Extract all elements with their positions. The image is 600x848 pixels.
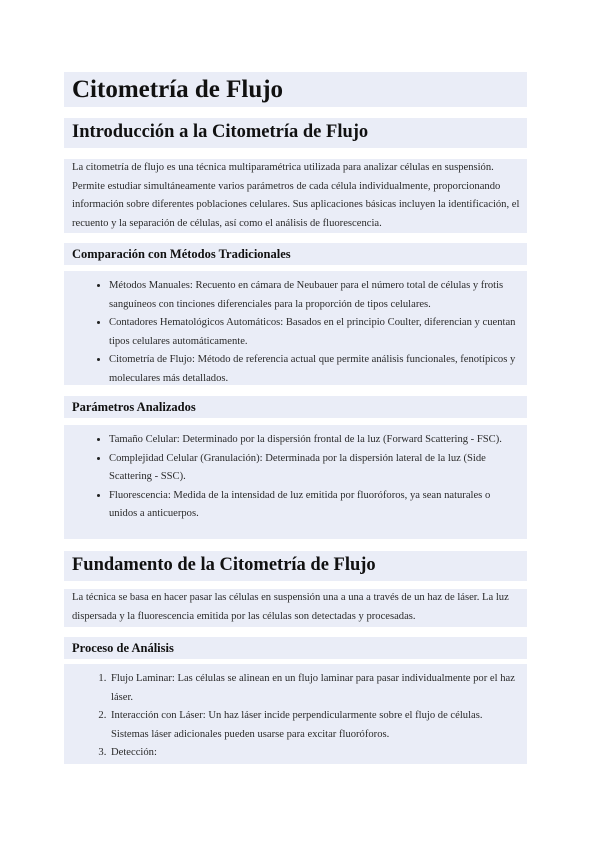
list-item: 2. Interacción con Láser: Un haz láser incide perpendicularmente sobre el flujo de células. Sistemas láser adicionales pueden usarse para excitar fluoróforos. <box>109 707 519 744</box>
page-title: Citometría de Flujo <box>64 72 527 107</box>
proceso-list <box>64 664 527 763</box>
section-heading-introduccion: Introducción a la Citometría de Flujo <box>64 118 527 148</box>
subsection-heading-proceso: Proceso de Análisis <box>64 637 527 659</box>
subsection-heading-parametros: Parámetros Analizados <box>64 396 527 418</box>
comparacion-list <box>64 271 527 388</box>
comparacion-list-block <box>64 271 527 385</box>
list-item: 3. Detección: <box>109 744 519 763</box>
list-item: • Fluorescencia: Medida de la intensidad de luz emitida por fluoróforos, ya sean naturales o unidos a anticuerpos. <box>109 487 519 524</box>
list-item: • Complejidad Celular (Granulación): Determinada por la dispersión lateral de la luz (Side Scattering - SSC). <box>109 450 519 487</box>
parametros-list <box>64 425 527 524</box>
list-item: • Citometría de Flujo: Método de referencia actual que permite análisis funcionales, fenotípicos y moleculares más detallados. <box>109 351 519 388</box>
list-item: • Contadores Hematológicos Automáticos: Basados en el principio Coulter, diferencian y cuentan tipos celulares automáticamente. <box>109 314 519 351</box>
list-item: • Métodos Manuales: Recuento en cámara de Neubauer para el número total de células y frotis sanguíneos con tinciones diferenciales para la proporción de tipos celulares. <box>109 277 519 314</box>
section-heading-fundamento: Fundamento de la Citometría de Flujo <box>64 551 527 581</box>
list-item: • Tamaño Celular: Determinado por la dispersión frontal de la luz (Forward Scattering - FSC). <box>109 431 519 450</box>
parametros-list-block <box>64 425 527 539</box>
proceso-list-block <box>64 664 527 764</box>
fundamento-paragraph: La técnica se basa en hacer pasar las células en suspensión una a una a través de un haz de láser. La luz dispersada y la fluorescencia emitida por las células son detectadas y procesadas. <box>64 589 527 627</box>
list-item: 1. Flujo Laminar: Las células se alinean en un flujo laminar para pasar individualmente por el haz láser. <box>109 670 519 707</box>
subsection-heading-comparacion: Comparación con Métodos Tradicionales <box>64 243 527 265</box>
intro-paragraph: La citometría de flujo es una técnica multiparamétrica utilizada para analizar células en suspensión. Permite estudiar simultáneamente varios parámetros de cada célula individualmente, proporcionando información sobre diferentes poblaciones celulares. Sus aplicaciones básicas incluyen la identificación, el recuento y la separación de células, así como el análisis de fluorescencia. <box>64 159 527 233</box>
